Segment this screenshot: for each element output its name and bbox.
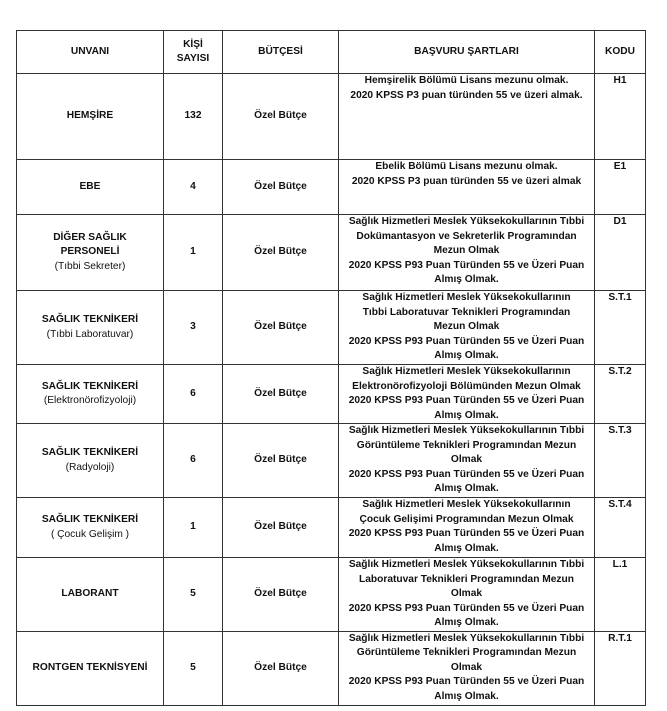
- requirement-line: Sağlık Hizmetleri Meslek Yüksekokullarının: [362, 366, 571, 377]
- header-butce: BÜTÇESİ: [223, 31, 339, 74]
- cell-basvuru-sartlari: [339, 74, 595, 160]
- header-kisi-line2: SAYISI: [176, 53, 210, 64]
- unvan-title-line: SAĞLIK TEKNİKERİ: [41, 314, 139, 325]
- unvan-subtitle: (Tıbbi Laboratuvar): [46, 328, 134, 340]
- cell-basvuru-sartlari: [339, 215, 595, 291]
- cell-butce: Özel Bütçe: [223, 291, 339, 365]
- table-row: [17, 631, 646, 705]
- cell-kodu: E1: [595, 160, 646, 215]
- table-row: [17, 291, 646, 365]
- cell-kisi-sayisi: 5: [164, 631, 223, 705]
- unvan-title-line: SAĞLIK TEKNİKERİ: [41, 380, 139, 392]
- cell-unvan: [17, 160, 164, 215]
- cell-basvuru-sartlari: [339, 160, 595, 215]
- requirement-line: Almış Olmak.: [434, 409, 499, 421]
- cell-butce: Özel Bütçe: [223, 631, 339, 705]
- table-row: [17, 215, 646, 291]
- requirement-line: Elektronörofizyoloji Bölümünden Mezun Olmak: [352, 380, 581, 392]
- cell-unvan: [17, 498, 164, 558]
- unvan-title-line: EBE: [79, 180, 101, 192]
- requirement-line: Almış Olmak.: [434, 690, 499, 702]
- cell-kisi-sayisi: 3: [164, 291, 223, 365]
- cell-butce: Özel Bütçe: [223, 365, 339, 424]
- unvan-title-line: RONTGEN TEKNİSYENİ: [32, 661, 148, 673]
- requirement-line: Almış Olmak.: [434, 274, 499, 285]
- cell-kodu: R.T.1: [595, 631, 646, 705]
- requirement-line: Almış Olmak.: [434, 542, 499, 554]
- header-kisi-line1: KİŞİ: [183, 38, 203, 50]
- requirement-line: 2020 KPSS P93 Puan Türünden 55 ve Üzeri Puan: [348, 528, 585, 539]
- cell-unvan: [17, 365, 164, 424]
- table-row: [17, 424, 646, 498]
- requirement-line: 2020 KPSS P93 Puan Türünden 55 ve Üzeri Puan: [348, 602, 585, 614]
- header-unvan: UNVANI: [17, 31, 164, 74]
- requirement-line: 2020 KPSS P93 Puan Türünden 55 ve Üzeri Puan: [348, 676, 585, 687]
- requirement-line: Görüntüleme Teknikleri Programından Mezun: [356, 647, 577, 658]
- cell-kisi-sayisi: 1: [164, 498, 223, 558]
- requirement-line: Hemşirelik Bölümü Lisans mezunu olmak.: [364, 75, 569, 86]
- cell-butce: Özel Bütçe: [223, 215, 339, 291]
- requirement-line: Sağlık Hizmetleri Meslek Yüksekokullarının Tıbbi: [348, 559, 585, 570]
- unvan-title-line: HEMŞİRE: [66, 110, 114, 122]
- positions-table: [16, 30, 646, 706]
- requirement-line: Olmak: [450, 661, 483, 673]
- cell-basvuru-sartlari: [339, 498, 595, 558]
- cell-unvan: [17, 74, 164, 160]
- requirement-line: Sağlık Hizmetleri Meslek Yüksekokullarının Tıbbi: [348, 632, 585, 644]
- requirement-line: Tıbbi Laboratuvar Teknikleri Programından: [362, 306, 571, 318]
- requirement-line: Almış Olmak.: [434, 483, 499, 494]
- table-row: [17, 558, 646, 632]
- header-row: [17, 31, 646, 74]
- cell-unvan: [17, 215, 164, 291]
- requirement-line: 2020 KPSS P3 puan türünden 55 ve üzeri almak.: [350, 89, 583, 101]
- header-kodu: KODU: [595, 31, 646, 74]
- cell-kisi-sayisi: 1: [164, 215, 223, 291]
- cell-kisi-sayisi: 6: [164, 424, 223, 498]
- requirement-line: Dokümantasyon ve Sekreterlik Programından: [356, 230, 577, 242]
- requirement-line: Görüntüleme Teknikleri Programından Mezun: [356, 439, 577, 451]
- unvan-subtitle: (Elektronörofizyoloji): [43, 395, 137, 406]
- table-row: [17, 160, 646, 215]
- header-sartlar: BAŞVURU ŞARTLARI: [339, 31, 595, 74]
- requirement-line: Sağlık Hizmetleri Meslek Yüksekokullarının: [362, 499, 571, 510]
- requirement-line: Almış Olmak.: [434, 350, 499, 361]
- cell-butce: Özel Bütçe: [223, 558, 339, 632]
- cell-basvuru-sartlari: [339, 424, 595, 498]
- requirement-line: 2020 KPSS P93 Puan Türünden 55 ve Üzeri Puan: [348, 259, 585, 271]
- cell-kodu: D1: [595, 215, 646, 291]
- requirement-line: Sağlık Hizmetleri Meslek Yüksekokullarının Tıbbi: [348, 216, 585, 227]
- requirement-line: Çocuk Gelişimi Programından Mezun Olmak: [359, 513, 574, 525]
- cell-kodu: S.T.3: [595, 424, 646, 498]
- cell-kodu: H1: [595, 74, 646, 160]
- cell-butce: Özel Bütçe: [223, 424, 339, 498]
- table-row: [17, 74, 646, 160]
- requirement-line: 2020 KPSS P93 Puan Türünden 55 ve Üzeri Puan: [348, 395, 585, 406]
- cell-kodu: L.1: [595, 558, 646, 632]
- unvan-title-line: DİĞER SAĞLIK: [53, 231, 127, 243]
- unvan-title-line: LABORANT: [61, 588, 119, 599]
- table-row: [17, 498, 646, 558]
- cell-butce: Özel Bütçe: [223, 74, 339, 160]
- requirement-line: 2020 KPSS P93 Puan Türünden 55 ve Üzeri Puan: [348, 468, 585, 480]
- unvan-subtitle: (Tıbbi Sekreter): [54, 260, 126, 272]
- cell-kisi-sayisi: 5: [164, 558, 223, 632]
- unvan-subtitle: ( Çocuk Gelişim ): [50, 528, 130, 540]
- requirement-line: 2020 KPSS P3 puan türünden 55 ve üzeri almak: [351, 175, 582, 187]
- cell-unvan: [17, 424, 164, 498]
- requirement-line: Olmak: [450, 588, 483, 599]
- unvan-title-line: SAĞLIK TEKNİKERİ: [41, 447, 139, 458]
- cell-unvan: [17, 558, 164, 632]
- cell-basvuru-sartlari: [339, 558, 595, 632]
- cell-kisi-sayisi: 6: [164, 365, 223, 424]
- requirement-line: Mezun Olmak: [433, 321, 500, 332]
- cell-butce: Özel Bütçe: [223, 160, 339, 215]
- cell-basvuru-sartlari: [339, 365, 595, 424]
- requirement-line: Olmak: [450, 454, 483, 465]
- requirement-line: Sağlık Hizmetleri Meslek Yüksekokullarının: [362, 292, 571, 303]
- unvan-title-line: PERSONELİ: [60, 246, 120, 258]
- requirement-line: 2020 KPSS P93 Puan Türünden 55 ve Üzeri Puan: [348, 335, 585, 347]
- requirement-line: Laboratuvar Teknikleri Programından Mezun: [359, 573, 574, 585]
- cell-unvan: [17, 631, 164, 705]
- cell-butce: Özel Bütçe: [223, 498, 339, 558]
- cell-kodu: S.T.2: [595, 365, 646, 424]
- cell-basvuru-sartlari: [339, 291, 595, 365]
- table-row: [17, 365, 646, 424]
- cell-kisi-sayisi: 4: [164, 160, 223, 215]
- cell-kodu: S.T.1: [595, 291, 646, 365]
- requirement-line: Almış Olmak.: [434, 617, 499, 628]
- requirement-line: Sağlık Hizmetleri Meslek Yüksekokullarının Tıbbi: [348, 425, 585, 436]
- cell-kodu: S.T.4: [595, 498, 646, 558]
- header-kisi-sayisi: [164, 31, 223, 74]
- requirement-line: Mezun Olmak: [433, 245, 500, 256]
- cell-kisi-sayisi: 132: [164, 74, 223, 160]
- unvan-subtitle: (Radyoloji): [65, 461, 115, 473]
- cell-unvan: [17, 291, 164, 365]
- requirement-line: Ebelik Bölümü Lisans mezunu olmak.: [375, 161, 558, 172]
- cell-basvuru-sartlari: [339, 631, 595, 705]
- unvan-title-line: SAĞLIK TEKNİKERİ: [41, 514, 139, 525]
